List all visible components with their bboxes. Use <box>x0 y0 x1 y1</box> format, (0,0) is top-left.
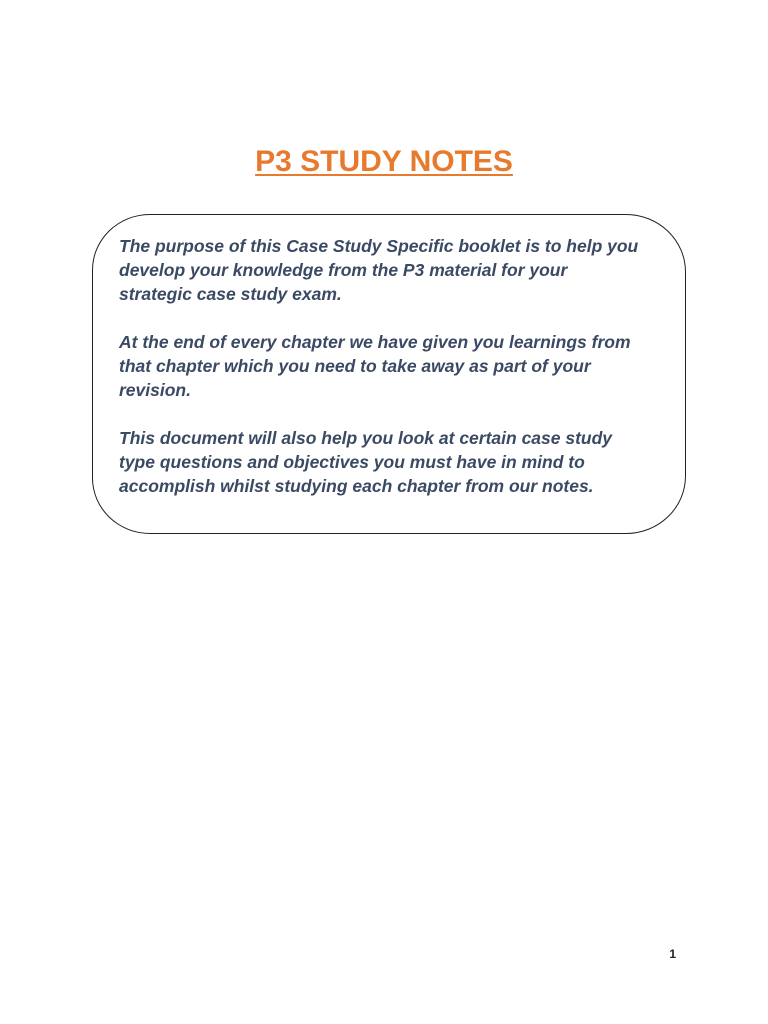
intro-paragraph-learnings: At the end of every chapter we have given you learnings from that chapter which you need to take away as part of your revision. <box>119 332 631 400</box>
intro-paragraph-questions: This document will also help you look at certain case study type questions and objectives you must have in mind to accomplish whilst studying each chapter from our notes. <box>119 428 613 496</box>
page-title-text: P3 STUDY NOTES <box>255 145 513 178</box>
page-title <box>0 142 768 182</box>
intro-paragraph-purpose: The purpose of this Case Study Specific booklet is to help you develop your knowledge from the P3 material for your strategic case study exam. <box>119 236 639 304</box>
intro-callout-text <box>119 234 659 522</box>
page-number: 1 <box>669 947 676 961</box>
